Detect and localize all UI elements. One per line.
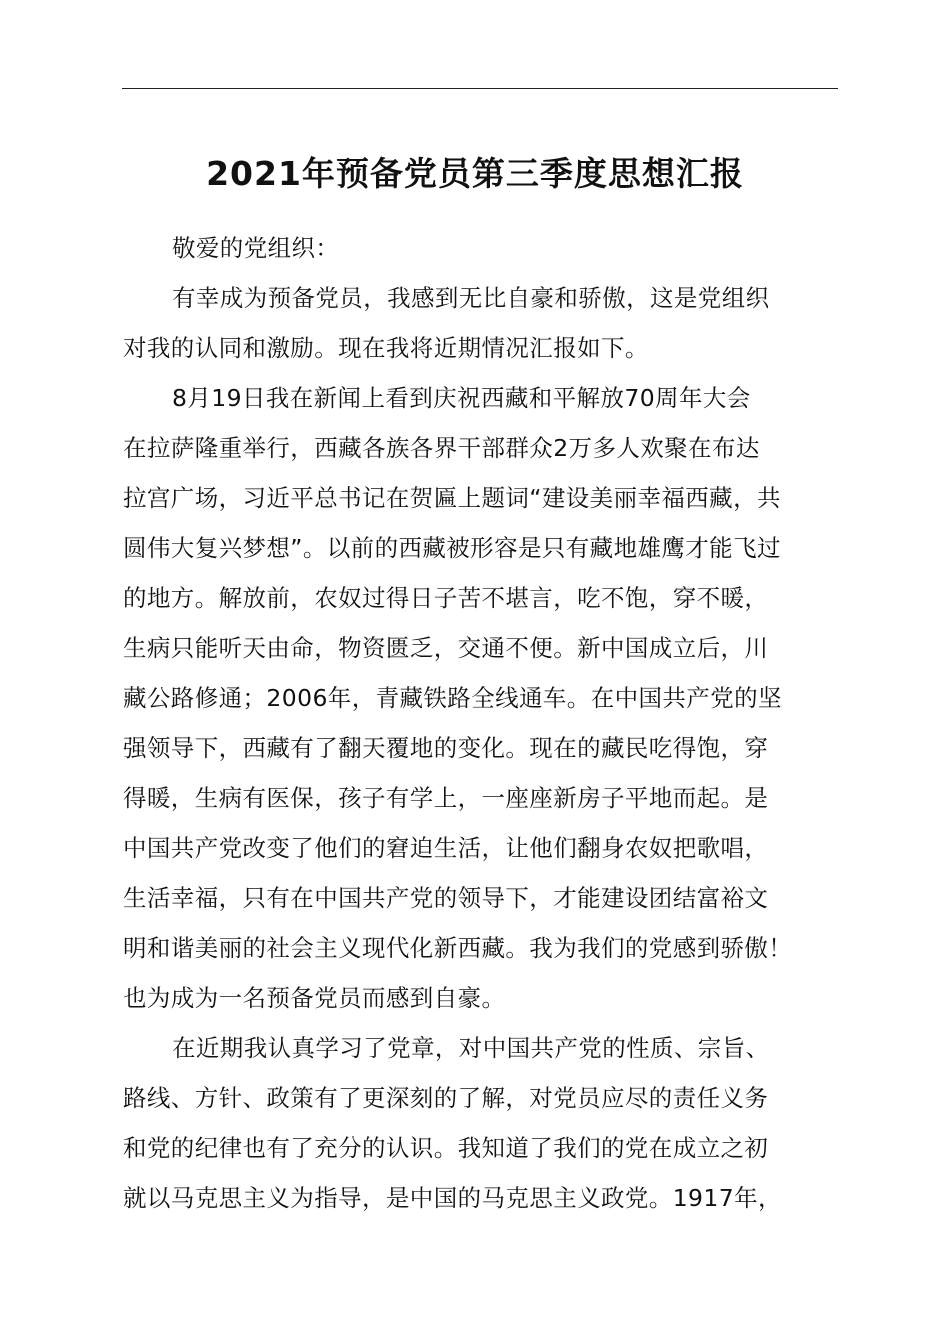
paragraph-line: 明和谐美丽的社会主义现代化新西藏。我为我们的党感到骄傲！	[123, 934, 793, 962]
paragraph-line: 的地方。解放前，农奴过得日子苦不堪言，吃不饱，穿不暖，	[123, 584, 769, 612]
paragraph-line: 拉宫广场，习近平总书记在贺匾上题词“建设美丽幸福西藏，共	[123, 484, 781, 512]
paragraph-line: 在近期我认真学习了党章，对中国共产党的性质、宗旨、	[172, 1034, 770, 1062]
paragraph-line: 中国共产党改变了他们的窘迫生活，让他们翻身农奴把歌唱，	[123, 834, 769, 862]
paragraph-line: 有幸成为预备党员，我感到无比自豪和骄傲，这是党组织	[172, 284, 770, 312]
paragraph-line: 和党的纪律也有了充分的认识。我知道了我们的党在成立之初	[123, 1134, 769, 1162]
paragraph-line: 藏公路修通；2006年，青藏铁路全线通车。在中国共产党的坚	[123, 684, 782, 712]
paragraph-line: 路线、方针、政策有了更深刻的了解，对党员应尽的责任义务	[123, 1084, 769, 1112]
paragraph-line: 8月19日我在新闻上看到庆祝西藏和平解放70周年大会	[172, 384, 751, 412]
paragraph-line: 生病只能听天由命，物资匮乏，交通不便。新中国成立后，川	[123, 634, 769, 662]
salutation-line: 敬爱的党组织：	[172, 234, 340, 262]
paragraph-line: 对我的认同和激励。现在我将近期情况汇报如下。	[123, 334, 649, 362]
document-title: 2021年预备党员第三季度思想汇报	[206, 154, 744, 193]
paragraph-line: 就以马克思主义为指导，是中国的马克思主义政党。1917年，	[123, 1184, 782, 1212]
header-rule	[122, 88, 838, 89]
paragraph-line: 得暖，生病有医保，孩子有学上，一座座新房子平地而起。是	[123, 784, 769, 812]
paragraph-line: 生活幸福，只有在中国共产党的领导下，才能建设团结富裕文	[123, 884, 769, 912]
document-body	[123, 223, 839, 1223]
paragraph-line: 圆伟大复兴梦想”。以前的西藏被形容是只有藏地雄鹰才能飞过	[123, 534, 781, 562]
paragraph-line: 强领导下，西藏有了翻天覆地的变化。现在的藏民吃得饱，穿	[123, 734, 769, 762]
paragraph-line: 也为成为一名预备党员而感到自豪。	[123, 984, 506, 1012]
paragraph-line: 在拉萨隆重举行，西藏各族各界干部群众2万多人欢聚在布达	[123, 434, 760, 462]
